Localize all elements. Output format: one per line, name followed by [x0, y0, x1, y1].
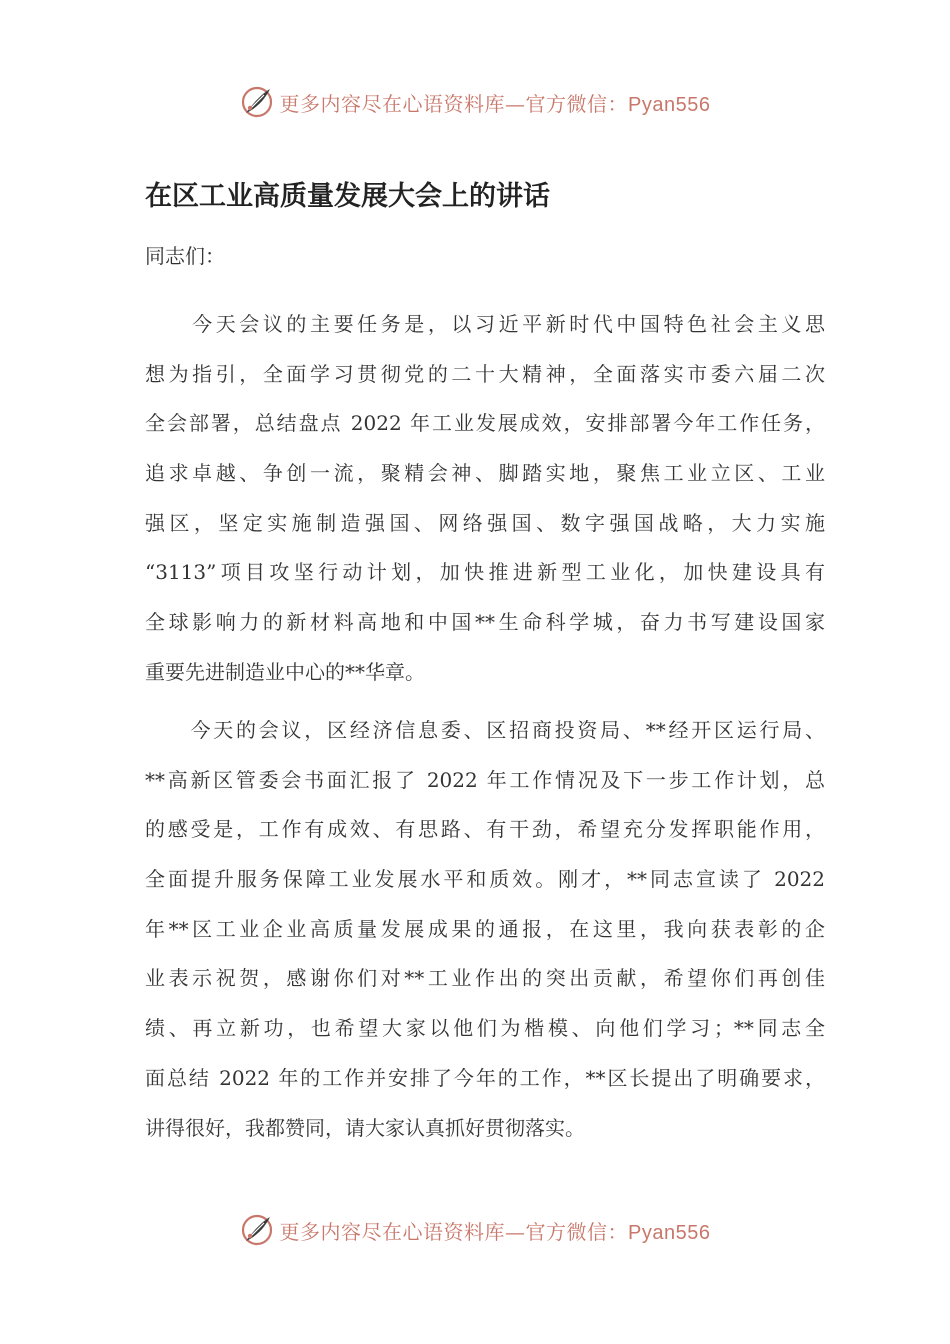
paragraph-line: 追求卓越、争创一流，聚精会神、脚踏实地，聚焦工业立区、工业	[145, 461, 825, 486]
paragraph-line: 年**区工业企业高质量发展成果的通报，在这里，我向获表彰的企	[145, 916, 825, 941]
quill-logo-icon	[240, 85, 274, 119]
paragraph-line: 全球影响力的新材料高地和中国**生命科学城，奋力书写建设国家	[145, 610, 825, 635]
paragraph-line: 全面提升服务保障工业发展水平和质效。刚才，**同志宣读了 2022	[145, 867, 825, 892]
paragraph-line: **高新区管委会书面汇报了 2022 年工作情况及下一步工作计划，总	[145, 767, 825, 792]
paragraph-line: 全会部署，总结盘点 2022 年工业发展成效，安排部署今年工作任务，	[145, 411, 825, 436]
header-banner-content	[240, 85, 711, 119]
salutation: 同志们：	[145, 244, 225, 268]
footer-banner	[0, 1210, 950, 1250]
document-title: 在区工业高质量发展大会上的讲话	[145, 181, 550, 212]
paragraph-line: 强区，坚定实施制造强国、网络强国、数字强国战略，大力实施	[145, 510, 825, 535]
footer-banner-cn: 更多内容尽在心语资料库—官方微信：	[279, 1219, 629, 1244]
paragraph-2	[145, 706, 825, 1153]
header-banner-wechat-id: Pyan556	[628, 93, 711, 116]
paragraph-line: “3113”项目攻坚行动计划，加快推进新型工业化，加快建设具有	[145, 560, 825, 585]
paragraph-1	[145, 300, 825, 698]
paragraph-line: 讲得很好，我都赞同，请大家认真抓好贯彻落实。	[145, 1115, 585, 1140]
paragraph-line: 业表示祝贺，感谢你们对**工业作出的突出贡献，希望你们再创佳	[145, 966, 825, 991]
paragraph-line: 面总结 2022 年的工作并安排了今年的工作，**区长提出了明确要求，	[145, 1065, 825, 1090]
header-banner-text	[280, 88, 711, 117]
paragraph-line: 重要先进制造业中心的**华章。	[145, 659, 425, 684]
paragraph-line: 今天会议的主要任务是，以习近平新时代中国特色社会主义思	[145, 312, 825, 336]
header-banner-cn: 更多内容尽在心语资料库—官方微信：	[279, 91, 629, 116]
paragraph-line: 今天的会议，区经济信息委、区招商投资局、**经开区运行局、	[145, 718, 825, 742]
footer-banner-wechat-id: Pyan556	[628, 1221, 711, 1244]
footer-banner-content	[240, 1213, 711, 1247]
paragraph-line: 绩、再立新功，也希望大家以他们为楷模、向他们学习；**同志全	[145, 1016, 825, 1041]
footer-banner-text	[280, 1216, 711, 1245]
header-banner	[0, 82, 950, 122]
quill-logo-icon	[240, 1213, 274, 1247]
paragraph-line: 的感受是，工作有成效、有思路、有干劲，希望充分发挥职能作用，	[145, 817, 825, 842]
paragraph-line: 想为指引，全面学习贯彻党的二十大精神，全面落实市委六届二次	[145, 361, 825, 386]
